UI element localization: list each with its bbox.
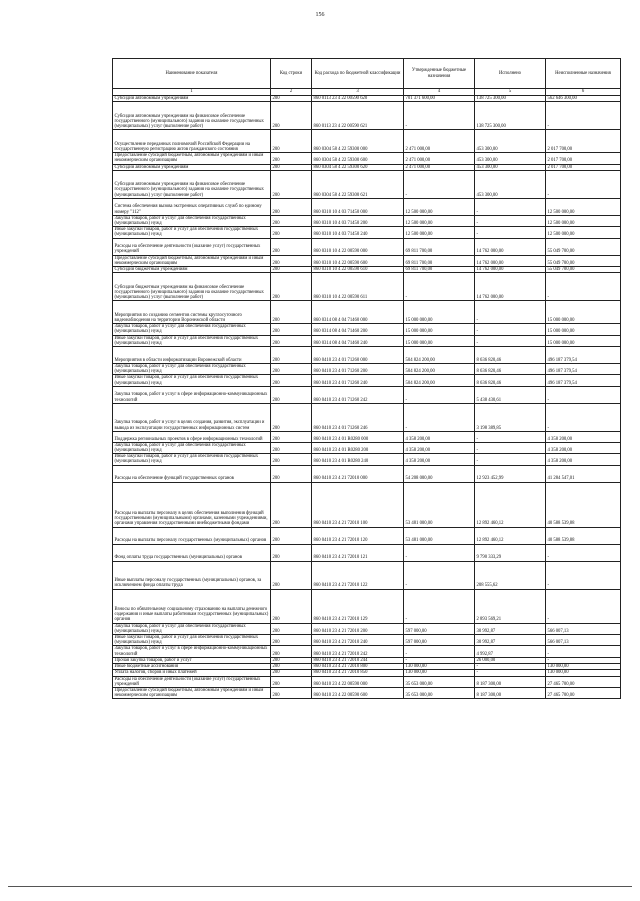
cell-executed: 8 636 820,46 <box>475 364 546 375</box>
cell-approved: 53 481 000,00 <box>404 482 475 527</box>
cell-executed: 9 790 333,29 <box>475 544 546 561</box>
cell-indicator-name: Закупка товаров, работ и услуг для обеспечения государственных (муниципальных) нужд <box>113 442 271 453</box>
cell-line-code: 200 <box>271 544 312 561</box>
cell-executed: - <box>475 227 546 238</box>
table-row <box>113 255 621 266</box>
cell-executed: - <box>475 670 546 676</box>
cell-line-code: 200 <box>271 589 312 623</box>
cell-line-code: 200 <box>271 130 312 153</box>
table-row <box>113 646 621 657</box>
cell-approved: 35 653 000,00 <box>404 687 475 698</box>
table-row <box>113 561 621 589</box>
cell-executed: 14 762 000,00 <box>475 267 546 273</box>
cell-budget-code: 860 0410 23 4 21 72010 122 <box>312 561 404 589</box>
cell-executed: 453 300,00 <box>475 130 546 153</box>
cell-executed: 12 923 452,99 <box>475 465 546 482</box>
cell-indicator-name: Расходы на выплаты персоналу государственных (муниципальных) органов <box>113 527 271 544</box>
column-number: 3 <box>312 89 404 96</box>
cell-executed: 14 762 000,00 <box>475 255 546 266</box>
cell-executed: - <box>475 324 546 335</box>
cell-line-code: 200 <box>271 465 312 482</box>
cell-indicator-name: Фонд оплаты труда государственных (муниципальных) органов <box>113 544 271 561</box>
cell-budget-code: 860 0304 58 4 22 59300 621 <box>312 170 404 198</box>
table-row <box>113 301 621 324</box>
cell-unexecuted: 4 358 200,00 <box>546 431 621 442</box>
cell-executed: 8 636 820,46 <box>475 375 546 386</box>
cell-budget-code: 860 0410 23 4 21 72010 120 <box>312 527 404 544</box>
cell-line-code: 200 <box>271 676 312 687</box>
cell-indicator-name: Закупка товаров, работ и услуг в сфере информационно-коммуникационных технологий <box>113 386 271 403</box>
cell-unexecuted: 496 187 379,54 <box>546 347 621 364</box>
table-row <box>113 198 621 215</box>
cell-approved: - <box>404 561 475 589</box>
cell-unexecuted: 2 017 700,00 <box>546 164 621 170</box>
cell-unexecuted: 27 465 700,00 <box>546 676 621 687</box>
cell-approved: 69 811 700,00 <box>404 267 475 273</box>
cell-budget-code: 860 0113 23 4 22 00590 620 <box>312 96 404 102</box>
cell-unexecuted: 12 500 000,00 <box>546 198 621 215</box>
cell-line-code: 200 <box>271 335 312 346</box>
cell-unexecuted: 55 049 700,00 <box>546 255 621 266</box>
table-row <box>113 454 621 465</box>
cell-approved: 2 471 000,00 <box>404 153 475 164</box>
cell-executed: 8 187 300,00 <box>475 687 546 698</box>
cell-approved: - <box>404 386 475 403</box>
cell-approved: - <box>404 403 475 431</box>
table-row <box>113 527 621 544</box>
cell-executed: 8 187 300,00 <box>475 676 546 687</box>
cell-approved: 12 500 000,00 <box>404 215 475 226</box>
cell-executed: - <box>475 431 546 442</box>
cell-line-code: 200 <box>271 227 312 238</box>
cell-line-code: 200 <box>271 364 312 375</box>
cell-unexecuted: 41 284 547,01 <box>546 465 621 482</box>
cell-indicator-name: Субсидии автономным учреждениям <box>113 96 271 102</box>
cell-indicator-name: Система обеспечения вызова экстренных оперативных служб по единому номеру "112" <box>113 198 271 215</box>
cell-budget-code: 860 0410 23 4 21 72010 800 <box>312 664 404 670</box>
table-header-row <box>113 59 621 89</box>
cell-indicator-name: Закупка товаров, работ и услуг для обеспечения государственных (муниципальных) нужд <box>113 324 271 335</box>
cell-unexecuted: 15 000 000,00 <box>546 335 621 346</box>
cell-indicator-name: Субсидии бюджетным учреждениям <box>113 267 271 273</box>
table-row <box>113 324 621 335</box>
table-row <box>113 227 621 238</box>
table-row <box>113 635 621 646</box>
cell-unexecuted: 27 465 700,00 <box>546 687 621 698</box>
cell-line-code: 200 <box>271 153 312 164</box>
header-approved: Утвержденные бюджетные назначения <box>404 59 475 89</box>
table-row <box>113 153 621 164</box>
cell-budget-code: 860 0410 23 4 21 72010 242 <box>312 646 404 657</box>
cell-approved: 69 811 700,00 <box>404 255 475 266</box>
cell-executed: 14 762 000,00 <box>475 273 546 301</box>
cell-indicator-name: Осуществление переданных полномочий Российской Федерации на государственную регистрацию актов гражданского состояния <box>113 130 271 153</box>
cell-unexecuted: 55 049 700,00 <box>546 267 621 273</box>
cell-line-code: 200 <box>271 482 312 527</box>
header-indicator-name: Наименование показателя <box>113 59 271 89</box>
cell-approved: 15 000 000,00 <box>404 324 475 335</box>
cell-budget-code: 860 0310 10 4 03 71450 240 <box>312 227 404 238</box>
cell-budget-code: 860 0310 10 4 03 71450 200 <box>312 215 404 226</box>
cell-unexecuted: - <box>546 102 621 130</box>
cell-indicator-name: Поддержка региональных проектов в сфере информационных технологий <box>113 431 271 442</box>
cell-line-code: 200 <box>271 255 312 266</box>
table-row <box>113 238 621 255</box>
cell-executed: 453 300,00 <box>475 153 546 164</box>
cell-budget-code: 860 0410 23 4 01 R0280 240 <box>312 454 404 465</box>
column-number: 5 <box>475 89 546 96</box>
table-row <box>113 386 621 403</box>
cell-indicator-name: Расходы на обеспечение деятельности (оказание услуг) государственных учреждений <box>113 238 271 255</box>
cell-executed: - <box>475 301 546 324</box>
cell-executed: 30 992,87 <box>475 635 546 646</box>
cell-executed: 138 725 300,00 <box>475 102 546 130</box>
cell-line-code: 200 <box>271 301 312 324</box>
cell-budget-code: 860 0310 10 4 22 00590 611 <box>312 273 404 301</box>
cell-executed: - <box>475 664 546 670</box>
cell-budget-code: 860 0410 23 4 01 R0280 200 <box>312 442 404 453</box>
cell-executed: 453 300,00 <box>475 170 546 198</box>
cell-approved: 4 358 200,00 <box>404 454 475 465</box>
cell-approved: 504 824 200,00 <box>404 347 475 364</box>
cell-approved: 504 824 200,00 <box>404 375 475 386</box>
cell-unexecuted: 12 500 000,00 <box>546 215 621 226</box>
cell-executed: 12 892 460,12 <box>475 482 546 527</box>
table-row <box>113 347 621 364</box>
cell-approved: 15 000 000,00 <box>404 335 475 346</box>
cell-unexecuted: 566 007,13 <box>546 623 621 634</box>
cell-line-code: 200 <box>271 646 312 657</box>
cell-executed: 453 300,00 <box>475 164 546 170</box>
cell-line-code: 200 <box>271 375 312 386</box>
page-number: 156 <box>315 12 325 18</box>
cell-executed: 2 893 569,21 <box>475 589 546 623</box>
column-number: 4 <box>404 89 475 96</box>
cell-executed: 26 000,00 <box>475 657 546 663</box>
cell-budget-code: 860 0410 23 4 21 72010 129 <box>312 589 404 623</box>
column-number: 1 <box>113 89 271 96</box>
cell-approved: 15 000 000,00 <box>404 301 475 324</box>
cell-line-code: 200 <box>271 657 312 663</box>
cell-approved: - <box>404 102 475 130</box>
cell-budget-code: 860 0314 08 4 04 71460 200 <box>312 324 404 335</box>
cell-unexecuted: 15 000 000,00 <box>546 301 621 324</box>
cell-budget-code: 860 0310 10 4 22 00590 610 <box>312 267 404 273</box>
cell-indicator-name: Иные бюджетные ассигнования <box>113 664 271 670</box>
cell-unexecuted: 130 000,00 <box>546 670 621 676</box>
cell-executed: 4 992,87 <box>475 646 546 657</box>
cell-approved: - <box>404 170 475 198</box>
cell-unexecuted: 496 187 379,54 <box>546 364 621 375</box>
cell-line-code: 200 <box>271 664 312 670</box>
cell-unexecuted: 130 000,00 <box>546 664 621 670</box>
cell-budget-code: 860 0410 23 4 01 71260 242 <box>312 386 404 403</box>
cell-budget-code: 860 0410 23 4 21 72010 000 <box>312 465 404 482</box>
cell-indicator-name: Субсидии автономным учреждениям на финансовое обеспечение государственного (муниципального) задания на оказание государственных (муниципальных) услуг (выполнение работ) <box>113 102 271 130</box>
cell-budget-code: 860 0304 58 4 22 59300 000 <box>312 130 404 153</box>
cell-budget-code: 860 0410 23 4 21 72010 100 <box>312 482 404 527</box>
cell-unexecuted: - <box>546 170 621 198</box>
table-row <box>113 482 621 527</box>
table-row <box>113 273 621 301</box>
cell-approved: - <box>404 589 475 623</box>
cell-executed: 30 992,87 <box>475 623 546 634</box>
cell-indicator-name: Иные закупки товаров, работ и услуг для обеспечения государственных (муниципальных) нужд <box>113 375 271 386</box>
cell-executed: 12 892 460,12 <box>475 527 546 544</box>
cell-budget-code: 860 0410 23 4 01 71260 246 <box>312 403 404 431</box>
budget-execution-table <box>112 58 621 699</box>
cell-unexecuted: - <box>546 544 621 561</box>
cell-indicator-name: Иные закупки товаров, работ и услуг для обеспечения государственных (муниципальных) нужд <box>113 635 271 646</box>
cell-line-code: 200 <box>271 454 312 465</box>
cell-approved: 130 000,00 <box>404 670 475 676</box>
cell-unexecuted: - <box>546 273 621 301</box>
cell-line-code: 200 <box>271 102 312 130</box>
table-row <box>113 465 621 482</box>
cell-line-code: 200 <box>271 670 312 676</box>
cell-budget-code: 860 0314 08 4 04 71460 000 <box>312 301 404 324</box>
cell-indicator-name: Мероприятия по созданию сегментов системы круглосуточного видеонаблюдения на территории Воронежской области <box>113 301 271 324</box>
cell-unexecuted: - <box>546 386 621 403</box>
cell-approved: 4 358 200,00 <box>404 442 475 453</box>
cell-approved: 54 208 000,00 <box>404 465 475 482</box>
cell-budget-code: 860 0410 23 4 22 00590 600 <box>312 687 404 698</box>
cell-unexecuted: 566 007,13 <box>546 635 621 646</box>
cell-line-code: 200 <box>271 198 312 215</box>
cell-approved: - <box>404 657 475 663</box>
cell-approved: 2 471 000,00 <box>404 164 475 170</box>
cell-executed: - <box>475 215 546 226</box>
header-unexecuted: Неисполненные назначения <box>546 59 621 89</box>
cell-indicator-name: Иные выплаты персоналу государственных (муниципальных) органов, за исключением фонда оплаты труда <box>113 561 271 589</box>
cell-executed: 8 636 820,46 <box>475 347 546 364</box>
cell-budget-code: 860 0410 23 4 21 72010 850 <box>312 670 404 676</box>
cell-unexecuted: 4 358 200,00 <box>546 454 621 465</box>
cell-unexecuted: 496 187 379,54 <box>546 375 621 386</box>
cell-executed: 3 198 389,85 <box>475 403 546 431</box>
cell-budget-code: 860 0304 58 4 22 59300 620 <box>312 164 404 170</box>
cell-line-code: 200 <box>271 96 312 102</box>
cell-indicator-name: Иные закупки товаров, работ и услуг для обеспечения государственных (муниципальных) нужд <box>113 227 271 238</box>
cell-approved: 53 481 000,00 <box>404 527 475 544</box>
cell-line-code: 200 <box>271 561 312 589</box>
cell-line-code: 200 <box>271 442 312 453</box>
cell-unexecuted: 2 017 700,00 <box>546 153 621 164</box>
cell-budget-code: 860 0304 58 4 22 59300 600 <box>312 153 404 164</box>
cell-line-code: 200 <box>271 431 312 442</box>
cell-unexecuted: 15 000 000,00 <box>546 324 621 335</box>
cell-unexecuted: 4 358 200,00 <box>546 442 621 453</box>
cell-executed: 14 762 000,00 <box>475 238 546 255</box>
cell-approved: 130 000,00 <box>404 664 475 670</box>
cell-unexecuted: - <box>546 646 621 657</box>
cell-indicator-name: Закупка товаров, работ и услуг для обеспечения государственных (муниципальных) нужд <box>113 215 271 226</box>
table-row <box>113 589 621 623</box>
table-row <box>113 130 621 153</box>
cell-approved: - <box>404 273 475 301</box>
cell-indicator-name: Закупка товаров, работ и услуг для обеспечения государственных (муниципальных) нужд <box>113 364 271 375</box>
cell-line-code: 200 <box>271 527 312 544</box>
cell-line-code: 200 <box>271 347 312 364</box>
cell-approved: 597 000,00 <box>404 623 475 634</box>
column-number-row <box>113 89 621 96</box>
cell-indicator-name: Расходы на выплаты персоналу в целях обеспечения выполнения функций государственными (муниципальными) органами, казенными учреждениями, органами управления государственными внебюджетными фондами <box>113 482 271 527</box>
cell-unexecuted: 562 646 300,00 <box>546 96 621 102</box>
cell-indicator-name: Субсидии автономным учреждениям <box>113 164 271 170</box>
cell-executed: - <box>475 454 546 465</box>
cell-unexecuted: - <box>546 403 621 431</box>
table-row <box>113 623 621 634</box>
table-row <box>113 403 621 431</box>
cell-budget-code: 860 0410 23 4 22 00590 000 <box>312 676 404 687</box>
cell-line-code: 200 <box>271 215 312 226</box>
cell-indicator-name: Предоставление субсидий бюджетным, автономным учреждениям и иным некоммерческим организациям <box>113 255 271 266</box>
table-row <box>113 364 621 375</box>
cell-line-code: 200 <box>271 164 312 170</box>
cell-budget-code: 860 0113 23 4 22 00590 621 <box>312 102 404 130</box>
cell-indicator-name: Субсидии бюджетным учреждениям на финансовое обеспечение государственного (муниципального) задания на оказание государственных (муниципальных) услуг (выполнение работ) <box>113 273 271 301</box>
cell-line-code: 200 <box>271 635 312 646</box>
header-budget-code: Код расхода по бюджетной классификации <box>312 59 404 89</box>
cell-indicator-name: Закупка товаров, работ и услуг в сфере информационно-коммуникационных технологий <box>113 646 271 657</box>
header-line-code: Код строки <box>271 59 312 89</box>
column-number: 2 <box>271 89 312 96</box>
cell-line-code: 200 <box>271 273 312 301</box>
cell-executed: 208 555,62 <box>475 561 546 589</box>
cell-unexecuted: 40 588 539,88 <box>546 527 621 544</box>
table-row <box>113 375 621 386</box>
cell-approved: 4 358 200,00 <box>404 431 475 442</box>
cell-budget-code: 860 0410 23 4 01 71260 240 <box>312 375 404 386</box>
column-number: 6 <box>546 89 621 96</box>
table-row <box>113 431 621 442</box>
cell-executed: - <box>475 442 546 453</box>
table-row <box>113 102 621 130</box>
cell-indicator-name: Расходы на обеспечение деятельности (оказание услуг) государственных учреждений <box>113 676 271 687</box>
cell-approved: 701 371 600,00 <box>404 96 475 102</box>
cell-budget-code: 860 0310 10 4 03 71450 000 <box>312 198 404 215</box>
table-row <box>113 687 621 698</box>
cell-indicator-name: Взносы по обязательному социальному страхованию на выплаты денежного содержания и иные выплаты работникам государственных (муниципальных) органов <box>113 589 271 623</box>
cell-budget-code: 860 0310 10 4 22 00590 600 <box>312 255 404 266</box>
cell-line-code: 200 <box>271 238 312 255</box>
header-executed: Исполнено <box>475 59 546 89</box>
cell-budget-code: 860 0410 23 4 21 72010 244 <box>312 657 404 663</box>
cell-indicator-name: Предоставление субсидий бюджетным, автономным учреждениям и иным некоммерческим организациям <box>113 687 271 698</box>
table-row <box>113 676 621 687</box>
cell-indicator-name: Иные закупки товаров, работ и услуг для обеспечения государственных (муниципальных) нужд <box>113 335 271 346</box>
cell-line-code: 200 <box>271 687 312 698</box>
cell-indicator-name: Субсидии автономным учреждениям на финансовое обеспечение государственного (муниципального) задания на оказание государственных (муниципальных) услуг (выполнение работ) <box>113 170 271 198</box>
cell-indicator-name: Уплата налогов, сборов и иных платежей <box>113 670 271 676</box>
page-bottom-rule <box>8 886 632 887</box>
cell-unexecuted: 12 500 000,00 <box>546 227 621 238</box>
cell-approved: 12 500 000,00 <box>404 227 475 238</box>
cell-approved: 35 653 000,00 <box>404 676 475 687</box>
cell-executed: - <box>475 335 546 346</box>
cell-budget-code: 860 0410 23 4 01 71260 000 <box>312 347 404 364</box>
cell-indicator-name: Иные закупки товаров, работ и услуг для обеспечения государственных (муниципальных) нужд <box>113 454 271 465</box>
cell-unexecuted: - <box>546 657 621 663</box>
cell-executed: - <box>475 198 546 215</box>
cell-approved: 597 000,00 <box>404 635 475 646</box>
cell-unexecuted: - <box>546 589 621 623</box>
cell-budget-code: 860 0410 23 4 01 R0280 000 <box>312 431 404 442</box>
cell-unexecuted: 2 017 700,00 <box>546 130 621 153</box>
cell-line-code: 200 <box>271 623 312 634</box>
cell-indicator-name: Предоставление субсидий бюджетным, автономным учреждениям и иным некоммерческим организациям <box>113 153 271 164</box>
cell-indicator-name: Мероприятия в области информатизации Воронежской области <box>113 347 271 364</box>
table-row <box>113 170 621 198</box>
cell-approved: - <box>404 646 475 657</box>
cell-executed: 138 725 300,00 <box>475 96 546 102</box>
cell-budget-code: 860 0410 23 4 01 71260 200 <box>312 364 404 375</box>
cell-budget-code: 860 0314 08 4 04 71460 240 <box>312 335 404 346</box>
table-row <box>113 335 621 346</box>
table-row <box>113 544 621 561</box>
cell-indicator-name: Прочая закупка товаров, работ и услуг <box>113 657 271 663</box>
cell-line-code: 200 <box>271 324 312 335</box>
cell-budget-code: 860 0410 23 4 21 72010 121 <box>312 544 404 561</box>
table-row <box>113 215 621 226</box>
cell-line-code: 200 <box>271 170 312 198</box>
cell-budget-code: 860 0410 23 4 21 72010 200 <box>312 623 404 634</box>
cell-approved: 69 811 700,00 <box>404 238 475 255</box>
cell-indicator-name: Закупка товаров, работ и услуг в целях создания, развития, эксплуатации и вывода из эксплуатации государственных информационных систем <box>113 403 271 431</box>
cell-line-code: 200 <box>271 403 312 431</box>
cell-budget-code: 860 0410 23 4 21 72010 240 <box>312 635 404 646</box>
cell-line-code: 200 <box>271 267 312 273</box>
cell-approved: - <box>404 544 475 561</box>
cell-approved: 504 824 200,00 <box>404 364 475 375</box>
cell-unexecuted: 40 588 539,88 <box>546 482 621 527</box>
cell-approved: 2 471 000,00 <box>404 130 475 153</box>
cell-indicator-name: Расходы на обеспечение функций государственных органов <box>113 465 271 482</box>
cell-line-code: 200 <box>271 386 312 403</box>
table-body <box>113 96 621 699</box>
cell-unexecuted: 55 049 700,00 <box>546 238 621 255</box>
cell-unexecuted: - <box>546 561 621 589</box>
cell-indicator-name: Закупка товаров, работ и услуг для обеспечения государственных (муниципальных) нужд <box>113 623 271 634</box>
cell-executed: 5 438 430,61 <box>475 386 546 403</box>
cell-budget-code: 860 0310 10 4 22 00590 000 <box>312 238 404 255</box>
table-row <box>113 442 621 453</box>
cell-approved: 12 500 000,00 <box>404 198 475 215</box>
